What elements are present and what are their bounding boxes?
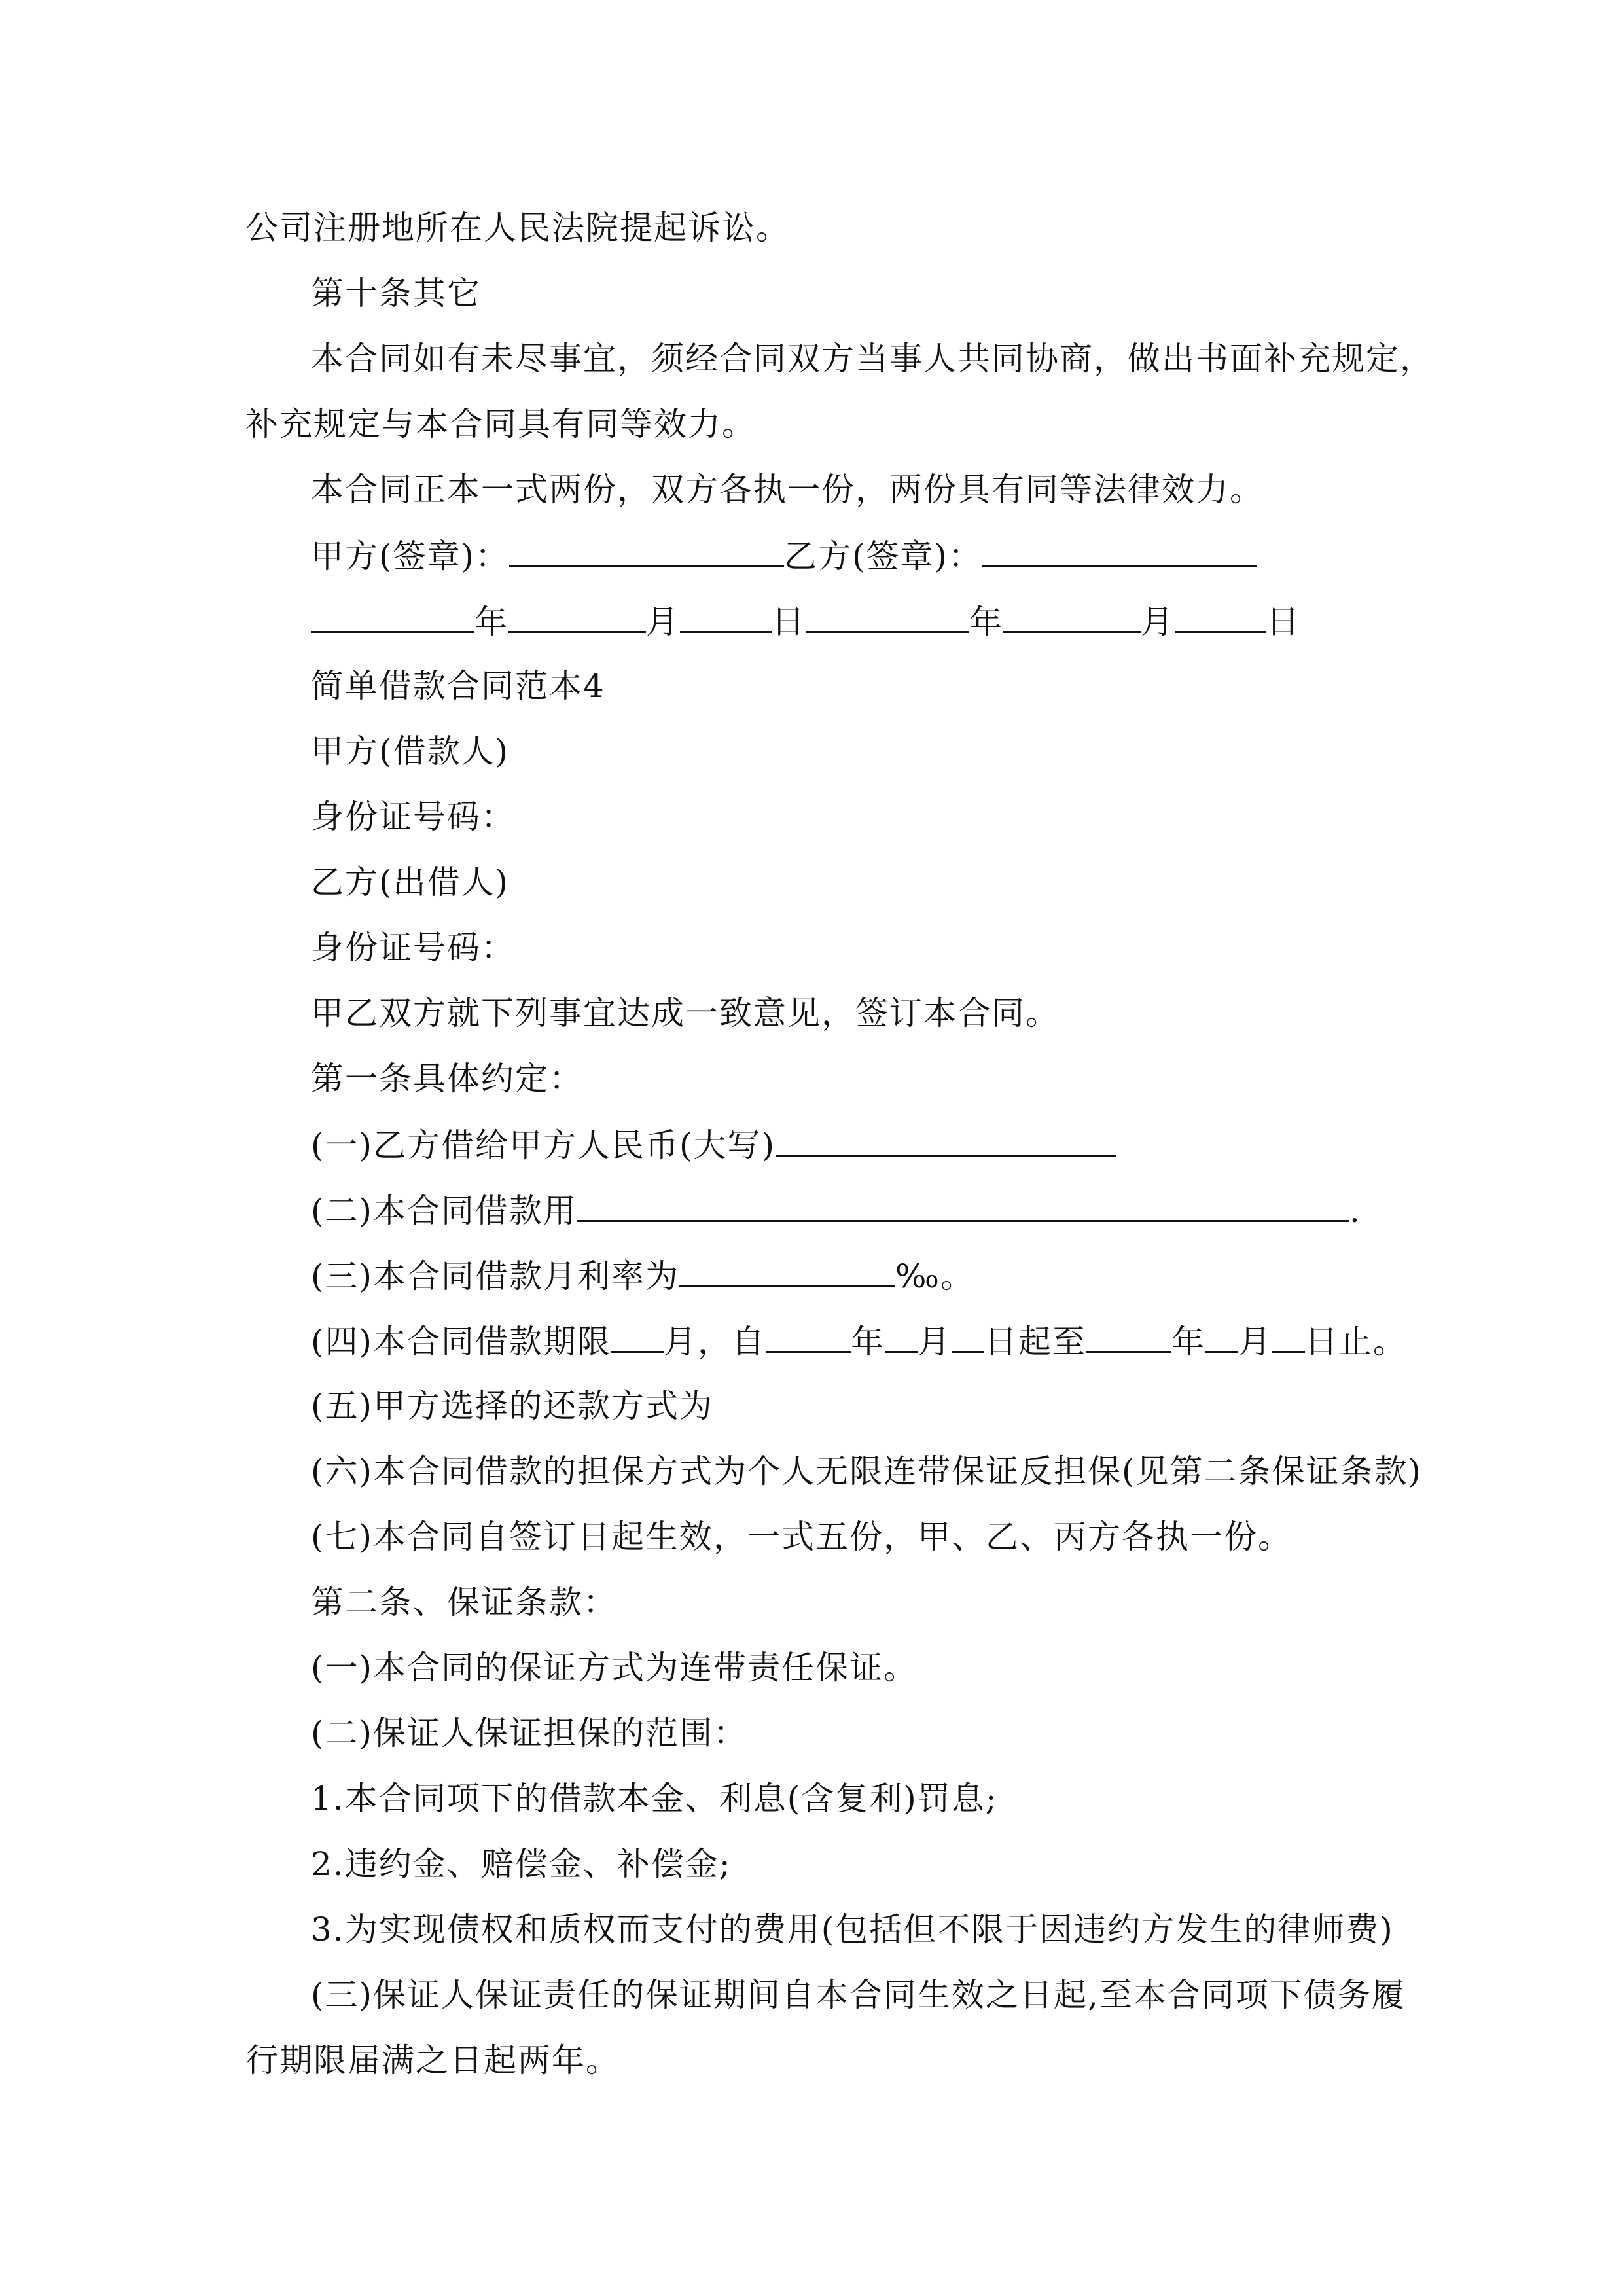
party-b: 乙方(出借人) — [311, 863, 510, 901]
item-4-text: (四)本合同借款期限 — [311, 1323, 612, 1361]
item-4-text: 年 — [1171, 1323, 1206, 1361]
item-1-text: (一)乙方借给甲方人民币(大写) — [311, 1126, 776, 1164]
blank — [885, 1321, 918, 1353]
article-heading: 第十条其它 — [311, 274, 481, 312]
item-2-text: (二)本合同借款用 — [311, 1192, 578, 1230]
paragraph: 公司注册地所在人民法院提起诉讼。 — [245, 209, 790, 247]
party-a-sign-label: 甲方(签章)： — [311, 537, 510, 575]
day-label: 日 — [772, 603, 806, 641]
month-label: 月 — [646, 603, 680, 641]
year-blank — [806, 601, 969, 633]
guarantee-2: (二)保证人保证担保的范围： — [311, 1714, 748, 1752]
paragraph: 本合同正本一式两份，双方各执一份，两份具有同等法律效力。 — [311, 471, 1264, 509]
item-4-text: 月 — [918, 1323, 952, 1361]
party-b-sign-label: 乙方(签章)： — [784, 537, 983, 575]
section-title: 简单借款合同范本4 — [311, 667, 605, 705]
rate-blank — [679, 1255, 895, 1287]
guarantee-1: (一)本合同的保证方式为连带责任保证。 — [311, 1649, 918, 1687]
item-2 — [311, 1190, 1361, 1230]
article-2-heading: 第二条、保证条款： — [311, 1583, 617, 1621]
item-4 — [311, 1321, 1407, 1361]
item-7: (七)本合同自签订日起生效，一式五份，甲、乙、丙方各执一份。 — [311, 1518, 1293, 1556]
party-b-sign-blank — [982, 535, 1257, 567]
day-label: 日 — [1266, 603, 1300, 641]
guarantee-3: (三)保证人保证责任的保证期间自本合同生效之日起,至本合同项下债务履 — [311, 1976, 1406, 2014]
paragraph: 本合同如有未尽事宜，须经合同双方当事人共同协商，做出书面补充规定， — [311, 340, 1434, 378]
item-6: (六)本合同借款的担保方式为个人无限连带保证反担保(见第二条保证条款) — [311, 1452, 1423, 1490]
month-blank — [508, 601, 646, 633]
item-4-text: 月 — [1238, 1323, 1273, 1361]
article-1-heading: 第一条具体约定： — [311, 1060, 583, 1098]
month-blank — [1003, 601, 1141, 633]
item-5: (五)甲方选择的还款方式为 — [311, 1387, 714, 1425]
guarantee-3-cont: 行期限届满之日起两年。 — [245, 2041, 620, 2079]
intro: 甲乙双方就下列事宜达成一致意见，签订本合同。 — [311, 994, 1060, 1032]
year-blank — [311, 601, 474, 633]
guarantee-2-3: 3.为实现债权和质权而支付的费用(包括但不限于因违约方发生的律师费) — [311, 1910, 1394, 1948]
item-4-text: 日止。 — [1305, 1323, 1408, 1361]
blank — [1272, 1321, 1305, 1353]
date-line — [311, 601, 1300, 641]
item-4-text: 年 — [851, 1323, 885, 1361]
party-a: 甲方(借款人) — [311, 732, 510, 770]
item-2-end: . — [1349, 1192, 1361, 1230]
amount-blank — [776, 1124, 1116, 1157]
day-blank — [680, 601, 772, 633]
year-label: 年 — [474, 603, 508, 641]
party-a-id: 身份证号码： — [311, 798, 515, 836]
guarantee-2-2: 2.违约金、赔偿金、补偿金; — [311, 1845, 732, 1883]
item-3-end: ‰。 — [895, 1257, 975, 1295]
blank — [1205, 1321, 1238, 1353]
guarantee-2-1: 1.本合同项下的借款本金、利息(含复利)罚息; — [311, 1780, 998, 1818]
item-3 — [311, 1255, 974, 1296]
year-label: 年 — [969, 603, 1003, 641]
signature-line — [311, 535, 1257, 576]
party-b-id: 身份证号码： — [311, 929, 515, 967]
blank — [1086, 1321, 1171, 1353]
purpose-blank — [577, 1190, 1349, 1222]
blank — [766, 1321, 851, 1353]
day-blank — [1175, 601, 1266, 633]
month-label: 月 — [1141, 603, 1175, 641]
item-4-text: 日起至 — [984, 1323, 1087, 1361]
party-a-sign-blank — [509, 535, 784, 567]
item-4-text: 月，自 — [664, 1323, 766, 1361]
item-1 — [311, 1124, 1116, 1165]
blank — [952, 1321, 984, 1353]
paragraph: 补充规定与本合同具有同等效力。 — [245, 405, 756, 443]
term-blank — [611, 1321, 664, 1353]
item-3-text: (三)本合同借款月利率为 — [311, 1257, 680, 1295]
